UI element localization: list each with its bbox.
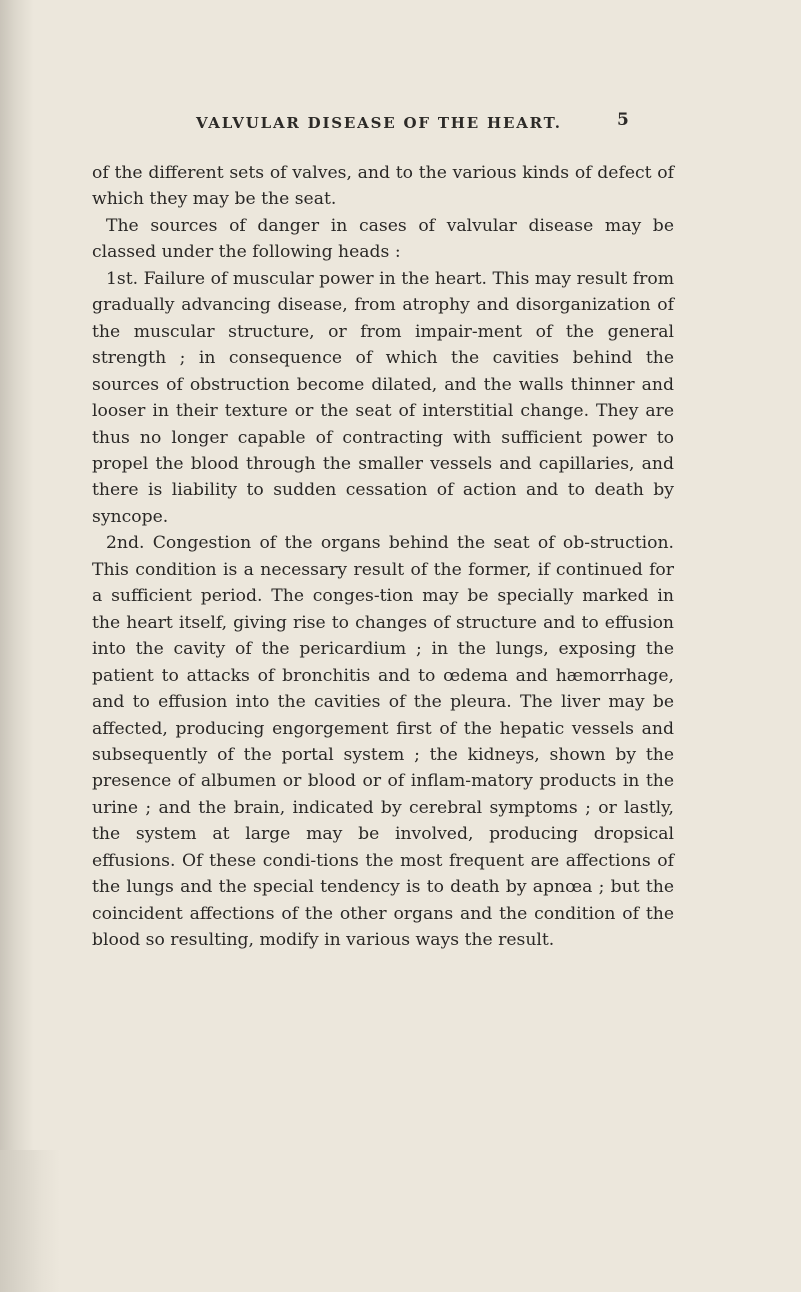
paragraph-congestion-of-organs: 2nd. Congestion of the organs behind the seat of ob-struction. This condition is a necessary result of the former, if continued for a sufficient period. The conges-tion may be specially marked in the heart itself, giving rise to changes of structure and to effusion into the cavity of the pericardium ; in the lungs, exposing the patient to attacks of bronchitis and to œdema and hæmorrhage, and to effusion into the cavities of the pleura. The liver may be affected, producing engorgement first of the hepatic vessels and subsequently of the portal system ; the kidneys, shown by the presence of albumen or blood or of inflam-matory products in the urine ; and the brain, indicated by cerebral symptoms ; or lastly, the system at large may be involved, producing dropsical effusions. Of these condi-tions the most frequent are affections of the lungs and the special tendency is to death by apnœa ; but the coincident affections of the other organs and the condition of the blood so resulting, modify in various ways the result. [92, 533, 674, 951]
paragraph-failure-of-muscular-power: 1st. Failure of muscular power in the heart. This may result from gradually advancing disease, from atrophy and disorganization of the muscular structure, or from impair-ment of the general strength ; in consequence of which the cavities behind the sources of obstruction become dilated, and the walls thinner and looser in their texture or the seat of interstitial change. They are thus no longer capable of contracting with sufficient power to propel the blood through the smaller vessels and capillaries, and there is liability to sudden cessation of action and to death by syncope. [92, 268, 674, 527]
body-text [92, 160, 674, 954]
page-number: 5 [617, 110, 629, 130]
paragraph-continuation: of the different sets of valves, and to the various kinds of defect of which they may be the seat. [92, 163, 674, 210]
paragraph-sources-of-danger: The sources of danger in cases of valvular disease may be classed under the following heads : [92, 215, 674, 263]
page-edge-shadow-bottom [0, 1150, 60, 1292]
running-head-title: VALVULAR DISEASE OF THE HEART. [196, 114, 562, 132]
page-edge-shadow [0, 0, 34, 1292]
